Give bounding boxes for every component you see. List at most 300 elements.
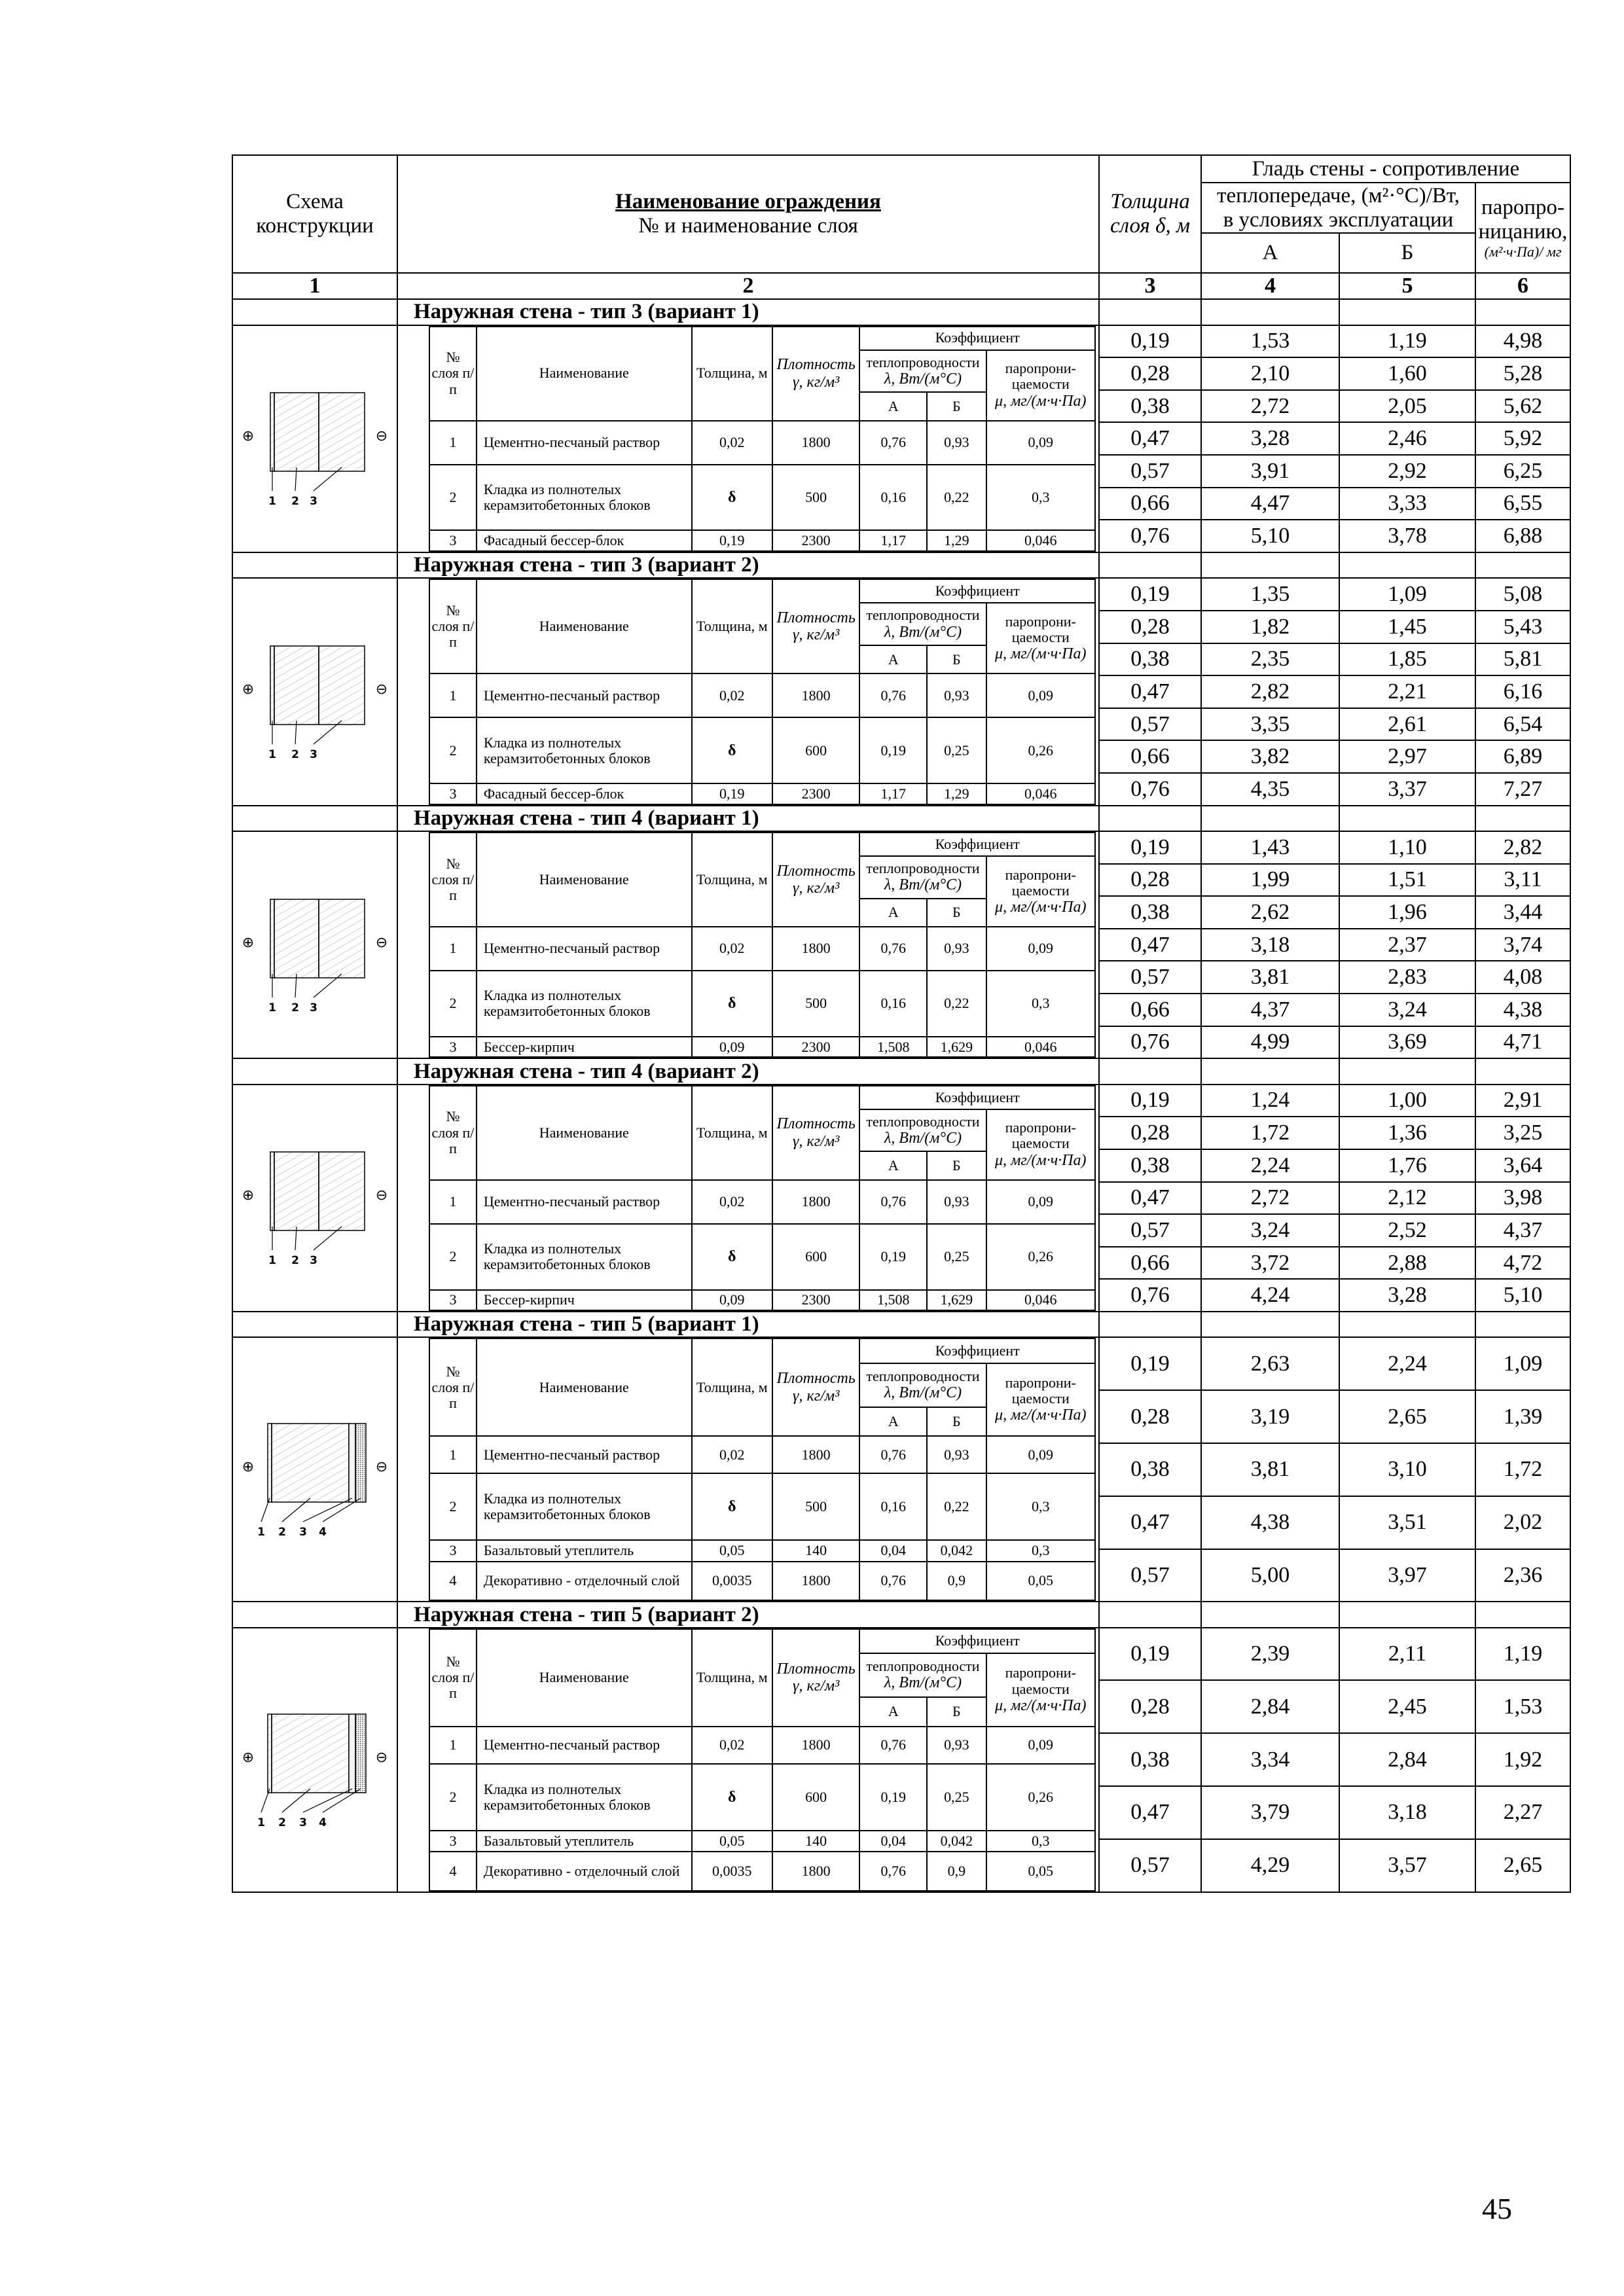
empty-cell <box>1339 1312 1475 1337</box>
empty-cell <box>1201 552 1339 578</box>
layer-conductivity-a: 0,19 <box>859 1224 927 1290</box>
empty-cell <box>1201 1058 1339 1084</box>
thickness-value: 0,66 <box>1099 994 1201 1026</box>
thickness-value: 0,57 <box>1099 961 1201 994</box>
layers-table <box>429 832 1096 1058</box>
inside-sign: ⊕ <box>242 1749 255 1766</box>
resistance-b-value: 3,69 <box>1339 1026 1475 1059</box>
value-row <box>232 831 1570 864</box>
layer-conductivity-a: 0,19 <box>859 717 927 783</box>
empty-cell <box>1201 1312 1339 1337</box>
wall-scheme-diagram <box>236 1116 393 1280</box>
inner-header-density: Плотность γ, кг/м³ <box>772 833 860 927</box>
layer-name: Кладка из полнотелых керамзитобетонных блоков <box>477 1764 692 1831</box>
layer-num: 2 <box>429 971 477 1037</box>
inner-header-vapor: паропрони- цаемости μ, мг/(м·ч·Па) <box>986 603 1095 673</box>
header-cond-b: Б <box>1339 233 1475 273</box>
thickness-value: 0,19 <box>1099 1085 1201 1117</box>
inner-header-vapor: паропрони- цаемости μ, мг/(м·ч·Па) <box>986 1109 1095 1180</box>
thickness-value: 0,28 <box>1099 1390 1201 1443</box>
layer-conductivity-b: 1,29 <box>927 783 986 804</box>
layer-num: 3 <box>429 783 477 804</box>
empty-cell <box>1201 299 1339 325</box>
layer-label: 1 <box>268 1001 276 1014</box>
empty-cell <box>1339 1058 1475 1084</box>
empty-cell <box>232 1312 397 1337</box>
resistance-a-value: 2,10 <box>1201 357 1339 390</box>
thickness-value: 0,19 <box>1099 578 1201 611</box>
wall-layer-3 <box>319 899 365 978</box>
layer-conductivity-a: 0,16 <box>859 971 927 1037</box>
section-title: Наружная стена - тип 3 (вариант 2) <box>397 552 1099 578</box>
empty-cell <box>232 1602 397 1627</box>
header-smooth-wall: Гладь стены - сопротивление <box>1201 155 1570 183</box>
layer-conductivity-a: 1,508 <box>859 1290 927 1310</box>
thickness-value: 0,47 <box>1099 1182 1201 1215</box>
layer-thickness: 0,02 <box>692 673 772 717</box>
column-numbers-row <box>232 273 1570 299</box>
layer-vapor-permeability: 0,046 <box>986 530 1095 550</box>
layer-conductivity-b: 0,93 <box>927 421 986 465</box>
vapor-resistance-value: 7,27 <box>1475 773 1570 806</box>
inner-header-thickness: Толщина, м <box>692 579 772 673</box>
spacer-cell <box>397 831 414 1058</box>
layer-vapor-permeability: 0,05 <box>986 1852 1095 1891</box>
empty-cell <box>1475 1602 1570 1627</box>
vapor-resistance-value: 1,19 <box>1475 1628 1570 1681</box>
inner-header-b: Б <box>927 899 986 927</box>
layer-density: 2300 <box>772 530 860 550</box>
resistance-b-value: 2,88 <box>1339 1247 1475 1280</box>
layer-conductivity-b: 0,93 <box>927 673 986 717</box>
layer-label: 2 <box>278 1526 286 1539</box>
empty-cell <box>1475 1312 1570 1337</box>
wall-layer-1 <box>270 1152 274 1230</box>
inner-header-num: № слоя п/п <box>429 833 477 927</box>
thickness-value: 0,66 <box>1099 740 1201 773</box>
thickness-value: 0,76 <box>1099 1026 1201 1059</box>
layer-vapor-permeability: 0,3 <box>986 1473 1095 1540</box>
layer-num: 2 <box>429 1473 477 1540</box>
wall-layer-1 <box>270 393 274 471</box>
layer-thickness: 0,09 <box>692 1290 772 1310</box>
layer-name: Фасадный бессер-блок <box>477 530 692 550</box>
thickness-value: 0,28 <box>1099 611 1201 643</box>
scheme-cell <box>232 325 397 552</box>
col-number: 2 <box>397 273 1099 299</box>
inside-sign: ⊕ <box>242 1459 255 1476</box>
resistance-a-value: 4,35 <box>1201 773 1339 806</box>
resistance-a-value: 2,35 <box>1201 643 1339 676</box>
resistance-a-value: 2,63 <box>1201 1337 1339 1390</box>
layer-conductivity-a: 0,76 <box>859 1436 927 1473</box>
layer-name: Декоративно - отделочный слой <box>477 1852 692 1891</box>
wall-layers <box>270 1152 365 1230</box>
layer-num: 2 <box>429 1224 477 1290</box>
header-heat-transfer: теплопередаче, (м²·°С)/Вт, в условиях эксплуатации <box>1201 183 1475 233</box>
layer-label: 1 <box>268 747 276 761</box>
thickness-value: 0,28 <box>1099 1680 1201 1733</box>
wall-scheme-diagram <box>236 357 393 520</box>
wall-layer-4 <box>355 1424 366 1502</box>
inner-header-num: № слоя п/п <box>429 579 477 673</box>
spacer-cell <box>397 578 414 805</box>
thickness-value: 0,57 <box>1099 708 1201 741</box>
inner-header-conductivity: теплопроводности λ, Вт/(м°С) <box>859 1109 986 1152</box>
layer-num: 3 <box>429 1831 477 1852</box>
wall-layer-3 <box>349 1424 355 1502</box>
layer-thickness: 0,05 <box>692 1540 772 1562</box>
inner-header-density: Плотность γ, кг/м³ <box>772 1338 860 1436</box>
thickness-value: 0,57 <box>1099 1549 1201 1602</box>
layer-conductivity-b: 0,93 <box>927 1436 986 1473</box>
header-name <box>397 155 1099 273</box>
inner-header-vapor: паропрони- цаемости μ, мг/(м·ч·Па) <box>986 1363 1095 1437</box>
empty-cell <box>1099 1602 1201 1627</box>
wall-layers <box>270 646 365 725</box>
layer-conductivity-b: 0,25 <box>927 717 986 783</box>
outside-sign: ⊖ <box>375 1749 388 1766</box>
layer-vapor-permeability: 0,09 <box>986 1727 1095 1764</box>
layer-density: 500 <box>772 971 860 1037</box>
empty-cell <box>1475 1058 1570 1084</box>
layer-density: 600 <box>772 1224 860 1290</box>
header-name-sub: № и наименование слоя <box>638 213 858 238</box>
layer-num: 2 <box>429 465 477 531</box>
layer-vapor-permeability: 0,3 <box>986 1831 1095 1852</box>
outside-sign: ⊖ <box>375 1187 388 1204</box>
layer-num: 1 <box>429 1436 477 1473</box>
thickness-value: 0,47 <box>1099 1786 1201 1839</box>
inner-header-name: Наименование <box>477 1629 692 1727</box>
resistance-a-value: 4,37 <box>1201 994 1339 1026</box>
section-title: Наружная стена - тип 4 (вариант 1) <box>397 806 1099 831</box>
layer-conductivity-a: 0,76 <box>859 421 927 465</box>
spacer-cell <box>397 325 414 552</box>
vapor-resistance-value: 6,16 <box>1475 675 1570 708</box>
resistance-a-value: 3,18 <box>1201 929 1339 961</box>
inner-header-conductivity: теплопроводности λ, Вт/(м°С) <box>859 603 986 645</box>
layer-conductivity-a: 1,17 <box>859 530 927 550</box>
wall-layer-2 <box>274 646 319 725</box>
thickness-value: 0,19 <box>1099 325 1201 358</box>
vapor-resistance-value: 6,25 <box>1475 455 1570 488</box>
layer-num: 3 <box>429 1290 477 1310</box>
layer-label: 3 <box>310 1001 317 1014</box>
wall-layers <box>270 393 365 471</box>
layer-density: 1800 <box>772 1180 860 1224</box>
layer-vapor-permeability: 0,3 <box>986 465 1095 531</box>
inner-header-name: Наименование <box>477 833 692 927</box>
empty-cell <box>1475 299 1570 325</box>
layer-label: 2 <box>291 747 299 761</box>
layer-thickness: 0,05 <box>692 1831 772 1852</box>
vapor-resistance-value: 3,74 <box>1475 929 1570 961</box>
layer-conductivity-a: 0,04 <box>859 1540 927 1562</box>
layer-conductivity-b: 0,25 <box>927 1224 986 1290</box>
layer-num: 2 <box>429 1764 477 1831</box>
resistance-b-value: 1,60 <box>1339 357 1475 390</box>
thickness-value: 0,47 <box>1099 1496 1201 1549</box>
layers-cell <box>414 1085 1099 1312</box>
layer-row <box>429 1436 1095 1473</box>
layer-conductivity-b: 0,93 <box>927 1727 986 1764</box>
resistance-a-value: 4,29 <box>1201 1839 1339 1892</box>
inner-header-b: Б <box>927 1151 986 1179</box>
scheme-cell <box>232 578 397 805</box>
inner-header-num: № слоя п/п <box>429 1629 477 1727</box>
layer-label: 1 <box>268 495 276 509</box>
resistance-b-value: 2,21 <box>1339 675 1475 708</box>
layer-row <box>429 1831 1095 1852</box>
resistance-a-value: 1,53 <box>1201 325 1339 358</box>
empty-cell <box>232 806 397 831</box>
resistance-a-value: 1,82 <box>1201 611 1339 643</box>
resistance-b-value: 1,36 <box>1339 1117 1475 1149</box>
layer-thickness: 0,09 <box>692 1037 772 1057</box>
layer-thickness: δ <box>692 717 772 783</box>
layer-name: Бессер-кирпич <box>477 1290 692 1310</box>
vapor-resistance-value: 5,28 <box>1475 357 1570 390</box>
layer-thickness: 0,0035 <box>692 1562 772 1601</box>
layer-row <box>429 421 1095 465</box>
layer-density: 1800 <box>772 421 860 465</box>
inner-header-num: № слоя п/п <box>429 1338 477 1436</box>
layer-density: 2300 <box>772 783 860 804</box>
wall-layer-1 <box>268 1714 272 1793</box>
section-title-row <box>232 806 1570 831</box>
inner-header-vapor: паропрони- цаемости μ, мг/(м·ч·Па) <box>986 1653 1095 1727</box>
thickness-value: 0,38 <box>1099 1443 1201 1496</box>
inner-header-density: Плотность γ, кг/м³ <box>772 1629 860 1727</box>
layer-num: 1 <box>429 1727 477 1764</box>
vapor-resistance-value: 1,39 <box>1475 1390 1570 1443</box>
header-thickness: Толщина слоя δ, м <box>1099 155 1201 273</box>
layer-label: 2 <box>278 1816 286 1829</box>
layer-row <box>429 530 1095 550</box>
resistance-b-value: 2,05 <box>1339 390 1475 423</box>
section-title-row <box>232 1312 1570 1337</box>
layer-name: Декоративно - отделочный слой <box>477 1562 692 1601</box>
inner-header-a: А <box>859 645 927 673</box>
thickness-value: 0,28 <box>1099 1117 1201 1149</box>
vapor-resistance-value: 3,64 <box>1475 1149 1570 1182</box>
resistance-b-value: 1,51 <box>1339 864 1475 897</box>
inner-header-b: Б <box>927 1407 986 1437</box>
vapor-resistance-value: 3,98 <box>1475 1182 1570 1215</box>
empty-cell <box>1339 299 1475 325</box>
inner-header-density: Плотность γ, кг/м³ <box>772 1086 860 1180</box>
resistance-b-value: 2,92 <box>1339 455 1475 488</box>
layer-density: 1800 <box>772 927 860 971</box>
layer-conductivity-a: 1,17 <box>859 783 927 804</box>
layer-label: 3 <box>310 1254 317 1268</box>
scheme-cell <box>232 831 397 1058</box>
empty-cell <box>1201 1602 1339 1627</box>
inner-header-conductivity: теплопроводности λ, Вт/(м°С) <box>859 350 986 393</box>
vapor-resistance-value: 4,08 <box>1475 961 1570 994</box>
vapor-resistance-value: 2,27 <box>1475 1786 1570 1839</box>
thickness-value: 0,47 <box>1099 929 1201 961</box>
wall-layer-3 <box>349 1714 355 1793</box>
layer-label: 4 <box>319 1526 327 1539</box>
inner-header-b: Б <box>927 392 986 420</box>
layer-density: 500 <box>772 1473 860 1540</box>
vapor-resistance-value: 1,92 <box>1475 1733 1570 1786</box>
outside-sign: ⊖ <box>375 428 388 445</box>
layer-vapor-permeability: 0,3 <box>986 1540 1095 1562</box>
wall-scheme-diagram <box>236 863 393 1027</box>
section-title-row <box>232 552 1570 578</box>
layer-label: 2 <box>291 495 299 509</box>
wall-scheme-diagram <box>236 610 393 774</box>
inner-header-density: Плотность γ, кг/м³ <box>772 327 860 421</box>
layer-conductivity-a: 0,76 <box>859 1180 927 1224</box>
resistance-a-value: 3,81 <box>1201 961 1339 994</box>
layer-row <box>429 1562 1095 1601</box>
value-row <box>232 578 1570 611</box>
inner-header-thickness: Толщина, м <box>692 833 772 927</box>
wall-scheme-diagram <box>236 1678 393 1842</box>
layer-thickness: 0,02 <box>692 927 772 971</box>
vapor-resistance-value: 5,08 <box>1475 578 1570 611</box>
resistance-a-value: 4,99 <box>1201 1026 1339 1059</box>
layer-name: Кладка из полнотелых керамзитобетонных блоков <box>477 1473 692 1540</box>
layer-label: 4 <box>319 1816 327 1829</box>
vapor-resistance-value: 4,71 <box>1475 1026 1570 1059</box>
layer-density: 500 <box>772 465 860 531</box>
resistance-a-value: 5,00 <box>1201 1549 1339 1602</box>
thickness-value: 0,47 <box>1099 675 1201 708</box>
inner-header-conductivity: теплопроводности λ, Вт/(м°С) <box>859 1653 986 1697</box>
wall-layer-2 <box>274 1152 319 1230</box>
layer-label: 3 <box>310 747 317 761</box>
layer-row <box>429 1290 1095 1310</box>
layer-thickness: 0,02 <box>692 1727 772 1764</box>
layer-thickness: 0,0035 <box>692 1852 772 1891</box>
wall-layer-1 <box>270 646 274 725</box>
inner-header-a: А <box>859 392 927 420</box>
layer-label: 3 <box>299 1526 307 1539</box>
thickness-value: 0,76 <box>1099 520 1201 552</box>
wall-resistance-table <box>232 154 1571 1893</box>
thickness-value: 0,57 <box>1099 1839 1201 1892</box>
empty-cell <box>1099 806 1201 831</box>
col-number: 3 <box>1099 273 1201 299</box>
resistance-b-value: 3,37 <box>1339 773 1475 806</box>
layer-name: Кладка из полнотелых керамзитобетонных блоков <box>477 717 692 783</box>
wall-layer-2 <box>274 899 319 978</box>
layer-vapor-permeability: 0,09 <box>986 421 1095 465</box>
layer-name: Кладка из полнотелых керамзитобетонных блоков <box>477 1224 692 1290</box>
layer-conductivity-a: 1,508 <box>859 1037 927 1057</box>
wall-layer-2 <box>272 1714 349 1793</box>
resistance-b-value: 1,45 <box>1339 611 1475 643</box>
resistance-a-value: 1,24 <box>1201 1085 1339 1117</box>
resistance-b-value: 3,28 <box>1339 1279 1475 1312</box>
resistance-b-value: 2,83 <box>1339 961 1475 994</box>
layer-name: Цементно-песчаный раствор <box>477 1436 692 1473</box>
empty-cell <box>232 1058 397 1084</box>
vapor-resistance-value: 2,02 <box>1475 1496 1570 1549</box>
outside-sign: ⊖ <box>375 1459 388 1476</box>
layer-name: Бессер-кирпич <box>477 1037 692 1057</box>
layer-num: 1 <box>429 421 477 465</box>
layer-thickness: δ <box>692 971 772 1037</box>
layer-conductivity-a: 0,76 <box>859 927 927 971</box>
thickness-value: 0,19 <box>1099 831 1201 864</box>
thickness-value: 0,38 <box>1099 1733 1201 1786</box>
value-row <box>232 1085 1570 1117</box>
value-row <box>232 1337 1570 1390</box>
layer-num: 3 <box>429 530 477 550</box>
resistance-a-value: 3,91 <box>1201 455 1339 488</box>
resistance-b-value: 3,24 <box>1339 994 1475 1026</box>
scheme-cell <box>232 1337 397 1602</box>
resistance-b-value: 1,10 <box>1339 831 1475 864</box>
vapor-resistance-value: 4,72 <box>1475 1247 1570 1280</box>
layer-conductivity-b: 0,22 <box>927 465 986 531</box>
layers-table <box>429 1338 1096 1601</box>
layer-thickness: δ <box>692 1473 772 1540</box>
header-cond-a: А <box>1201 233 1339 273</box>
vapor-resistance-value: 2,65 <box>1475 1839 1570 1892</box>
layer-conductivity-b: 0,93 <box>927 1180 986 1224</box>
scheme-cell <box>232 1085 397 1312</box>
resistance-b-value: 1,96 <box>1339 896 1475 929</box>
layer-row <box>429 927 1095 971</box>
layer-vapor-permeability: 0,26 <box>986 1764 1095 1831</box>
section-title: Наружная стена - тип 3 (вариант 1) <box>397 299 1099 325</box>
layer-vapor-permeability: 0,046 <box>986 783 1095 804</box>
layer-label: 1 <box>268 1254 276 1268</box>
layer-conductivity-a: 0,16 <box>859 1473 927 1540</box>
empty-cell <box>1099 299 1201 325</box>
vapor-resistance-value: 3,44 <box>1475 896 1570 929</box>
resistance-a-value: 1,43 <box>1201 831 1339 864</box>
inner-header-conductivity: теплопроводности λ, Вт/(м°С) <box>859 1363 986 1407</box>
layers-table <box>429 579 1096 804</box>
thickness-value: 0,38 <box>1099 390 1201 423</box>
vapor-resistance-value: 5,62 <box>1475 390 1570 423</box>
layer-conductivity-b: 1,29 <box>927 530 986 550</box>
layer-conductivity-a: 0,76 <box>859 673 927 717</box>
layer-num: 3 <box>429 1037 477 1057</box>
layer-name: Кладка из полнотелых керамзитобетонных блоков <box>477 971 692 1037</box>
layer-row <box>429 1180 1095 1224</box>
layer-conductivity-a: 0,76 <box>859 1727 927 1764</box>
layer-vapor-permeability: 0,26 <box>986 717 1095 783</box>
inner-header-a: А <box>859 1697 927 1727</box>
wall-layer-1 <box>268 1424 272 1502</box>
inner-header-name: Наименование <box>477 579 692 673</box>
resistance-a-value: 1,35 <box>1201 578 1339 611</box>
wall-layer-2 <box>272 1424 349 1502</box>
thickness-value: 0,47 <box>1099 422 1201 455</box>
layers-table <box>429 1085 1096 1311</box>
resistance-a-value: 2,62 <box>1201 896 1339 929</box>
layer-density: 2300 <box>772 1037 860 1057</box>
resistance-b-value: 3,33 <box>1339 488 1475 520</box>
layer-name: Базальтовый утеплитель <box>477 1831 692 1852</box>
resistance-a-value: 3,34 <box>1201 1733 1339 1786</box>
wall-layers <box>268 1424 366 1502</box>
layer-vapor-permeability: 0,046 <box>986 1290 1095 1310</box>
resistance-b-value: 2,24 <box>1339 1337 1475 1390</box>
layer-row <box>429 1037 1095 1057</box>
layer-thickness: 0,02 <box>692 421 772 465</box>
wall-layer-3 <box>319 646 365 725</box>
